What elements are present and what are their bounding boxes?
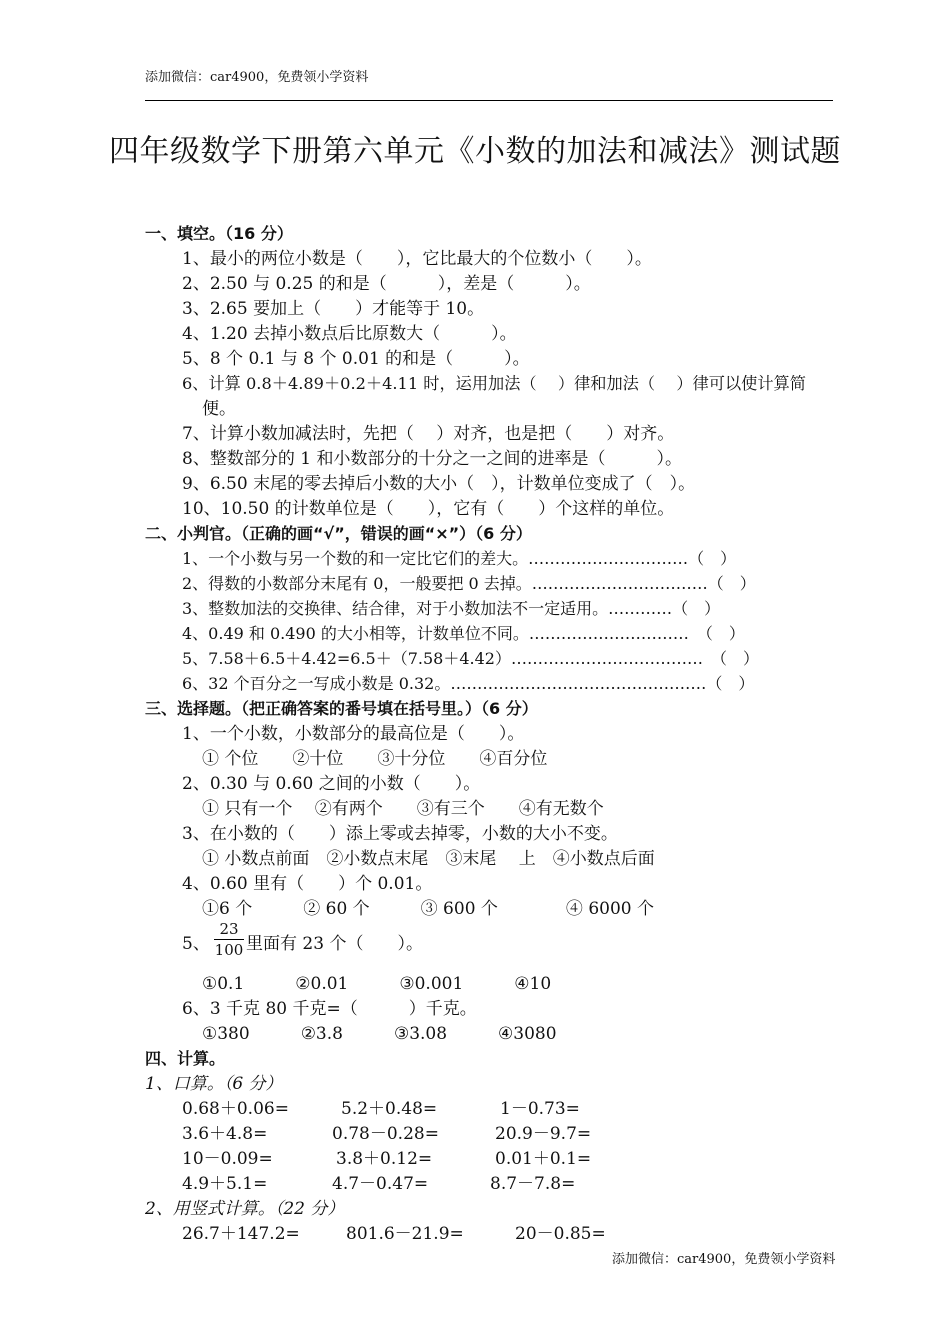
section-fill-heading: 一、填空。（16 分） <box>145 224 293 243</box>
vertical-calc-item: 20－0.85= <box>515 1224 606 1244</box>
header-watermark-note: 添加微信：car4900，免费领小学资料 <box>145 70 369 85</box>
fill-question-2: 2、2.50 与 0.25 的和是（ ），差是（ ）。 <box>182 274 591 294</box>
judge-question-1: 1、一个小数与另一个数的和一定比它们的差大。…………………………（ ） <box>182 549 737 568</box>
fill-question-10: 10、10.50 的计数单位是（ ），它有（ ）个这样的单位。 <box>182 499 675 519</box>
choice-question-5-prefix: 5、 <box>182 934 210 954</box>
oral-calc-item: 0.01＋0.1= <box>495 1149 592 1169</box>
oral-calc-item: 3.8＋0.12= <box>336 1149 433 1169</box>
fill-question-4: 4、1.20 去掉小数点后比原数大（ ）。 <box>182 324 517 344</box>
oral-calc-item: 8.7－7.8= <box>490 1174 576 1194</box>
oral-calc-item: 20.9－9.7= <box>495 1124 592 1144</box>
oral-calc-item: 3.6＋4.8= <box>182 1124 268 1144</box>
fill-question-6: 6、计算 0.8＋4.89＋0.2＋4.11 时，运用加法（ ）律和加法（ ）律可以使计算简 <box>182 374 806 393</box>
oral-calc-item: 0.68＋0.06= <box>182 1099 289 1119</box>
footer-watermark-note: 添加微信：car4900，免费领小学资料 <box>612 1252 836 1267</box>
fill-question-3: 3、2.65 要加上（ ）才能等于 10。 <box>182 299 485 319</box>
choice-options-5: ①0.1 ②0.01 ③0.001 ④10 <box>202 974 552 994</box>
fill-question-7: 7、计算小数加减法时，先把（ ）对齐，也是把（ ）对齐。 <box>182 424 675 444</box>
fill-question-6-continuation: 便。 <box>202 399 236 419</box>
judge-question-5: 5、7.58＋6.5＋4.42=6.5＋（7.58＋4.42）……………………………… （ ） <box>182 649 759 668</box>
judge-question-6: 6、32 个百分之一写成小数是 0.32。…………………………………………（ ） <box>182 674 755 693</box>
oral-calc-heading: 1、口算。（6 分） <box>145 1074 283 1094</box>
choice-options-4: ①6 个 ② 60 个 ③ 600 个 ④ 6000 个 <box>202 899 654 919</box>
vertical-calc-item: 801.6－21.9= <box>346 1224 464 1244</box>
choice-question-3: 3、在小数的（ ）添上零或去掉零，小数的大小不变。 <box>182 824 618 844</box>
judge-question-2: 2、得数的小数部分末尾有 0，一般要把 0 去掉。……………………………（ ） <box>182 574 756 593</box>
page-title: 四年级数学下册第六单元《小数的加法和减法》测试题 <box>109 134 841 169</box>
fill-question-5: 5、8 个 0.1 与 8 个 0.01 的和是（ ）。 <box>182 349 530 369</box>
oral-calc-item: 4.9＋5.1= <box>182 1174 268 1194</box>
fill-question-1: 1、最小的两位小数是（ ），它比最大的个位数小（ ）。 <box>182 249 652 269</box>
oral-calc-item: 1－0.73= <box>500 1099 580 1119</box>
fraction-numerator: 23 <box>214 920 244 940</box>
choice-question-2: 2、0.30 与 0.60 之间的小数（ ）。 <box>182 774 481 794</box>
judge-question-4: 4、0.49 和 0.490 的大小相等，计数单位不同。………………………… （ ） <box>182 624 745 643</box>
vertical-calc-heading: 2、用竖式计算。（22 分） <box>145 1199 345 1219</box>
fill-question-8: 8、整数部分的 1 和小数部分的十分之一之间的进率是（ ）。 <box>182 449 682 469</box>
judge-question-3: 3、整数加法的交换律、结合律，对于小数加法不一定适用。…………（ ） <box>182 599 721 618</box>
choice-options-3: ① 小数点前面 ②小数点末尾 ③末尾 上 ④小数点后面 <box>202 849 655 869</box>
choice-options-2: ① 只有一个 ②有两个 ③有三个 ④有无数个 <box>202 799 604 819</box>
fraction-23-over-100 <box>214 920 244 959</box>
choice-question-5-suffix: 里面有 23 个（ ）。 <box>246 934 423 954</box>
fraction-denominator: 100 <box>214 941 244 959</box>
choice-options-1: ① 个位 ②十位 ③十分位 ④百分位 <box>202 749 548 769</box>
section-judge-heading: 二、小判官。（正确的画“√”，错误的画“×”）（6 分） <box>145 524 532 543</box>
fill-question-9: 9、6.50 末尾的零去掉后小数的大小（ ），计数单位变成了（ ）。 <box>182 474 696 494</box>
vertical-calc-item: 26.7＋147.2= <box>182 1224 300 1244</box>
choice-question-1: 1、一个小数，小数部分的最高位是（ ）。 <box>182 724 525 744</box>
header-rule <box>145 100 833 101</box>
oral-calc-item: 4.7－0.47= <box>332 1174 429 1194</box>
oral-calc-item: 0.78－0.28= <box>332 1124 439 1144</box>
oral-calc-item: 5.2＋0.48= <box>341 1099 438 1119</box>
choice-question-6: 6、3 千克 80 千克=（ ）千克。 <box>182 999 477 1019</box>
choice-question-4: 4、0.60 里有（ ）个 0.01。 <box>182 874 433 894</box>
oral-calc-item: 10－0.09= <box>182 1149 273 1169</box>
section-calc-heading: 四、计算。 <box>145 1049 226 1068</box>
choice-options-6: ①380 ②3.8 ③3.08 ④3080 <box>202 1024 557 1044</box>
section-choice-heading: 三、选择题。（把正确答案的番号填在括号里。）（6 分） <box>145 699 538 718</box>
